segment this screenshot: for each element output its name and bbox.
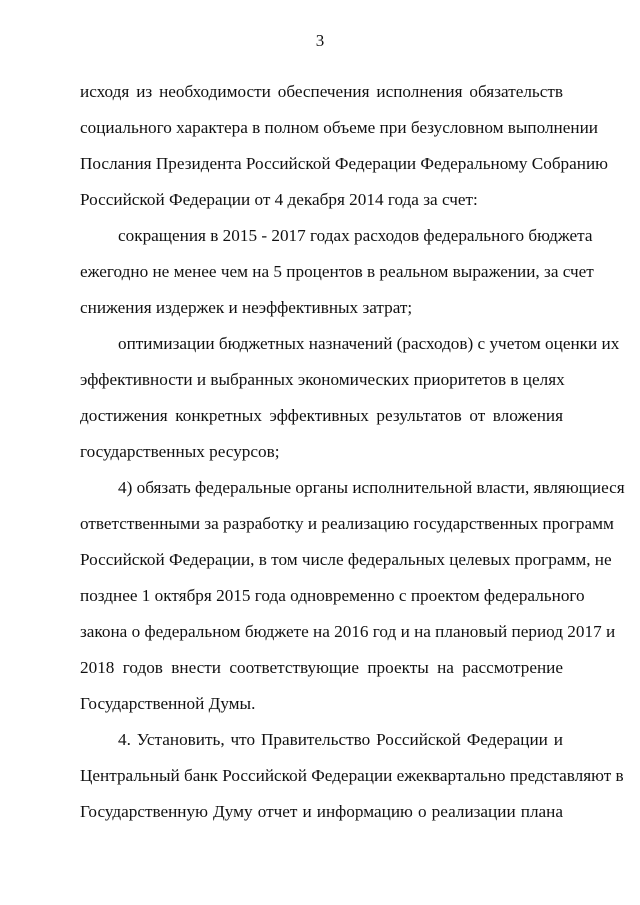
text-line: ежегодно не менее чем на 5 процентов в реальном выражении, за счет	[80, 262, 594, 281]
text-line: 4. Установить, что Правительство Российской Федерации и	[118, 730, 563, 749]
text-line: социального характера в полном объеме при безусловном выполнении	[80, 118, 598, 137]
paragraph	[80, 223, 594, 331]
text-line: ответственными за разработку и реализацию государственных программ	[80, 514, 614, 533]
text-line: снижения издержек и неэффективных затрат;	[80, 298, 413, 317]
text-line: сокращения в 2015 - 2017 годах расходов федерального бюджета	[118, 226, 593, 245]
text-line: Государственную Думу отчет и информацию о реализации плана	[80, 802, 563, 821]
text-line: эффективности и выбранных экономических приоритетов в целях	[80, 370, 565, 389]
paragraph	[80, 331, 620, 475]
text-line: оптимизации бюджетных назначений (расходов) с учетом оценки их	[118, 334, 620, 353]
text-line: Российской Федерации от 4 декабря 2014 года за счет:	[80, 190, 478, 209]
text-line: достижения конкретных эффективных результатов от вложения	[80, 406, 563, 425]
paragraph	[80, 727, 624, 835]
paragraph	[80, 475, 625, 727]
text-line: государственных ресурсов;	[80, 442, 280, 461]
text-line: Российской Федерации, в том числе федеральных целевых программ, не	[80, 550, 612, 569]
text-line: Государственной Думы.	[80, 694, 256, 713]
text-line: Центральный банк Российской Федерации ежеквартально представляют в	[80, 766, 624, 785]
text-line: позднее 1 октября 2015 года одновременно с проектом федерального	[80, 586, 585, 605]
text-line: закона о федеральном бюджете на 2016 год и на плановый период 2017 и	[80, 622, 616, 641]
text-line: 2018 годов внести соответствующие проекты на рассмотрение	[80, 658, 563, 677]
text-line: 4) обязать федеральные органы исполнительной власти, являющиеся	[118, 478, 625, 497]
text-line: исходя из необходимости обеспечения исполнения обязательств	[80, 82, 563, 101]
document-body	[80, 79, 625, 835]
paragraph	[80, 79, 609, 223]
text-line: Послания Президента Российской Федерации Федеральному Собранию	[80, 154, 609, 173]
page-number: 3	[315, 31, 325, 50]
